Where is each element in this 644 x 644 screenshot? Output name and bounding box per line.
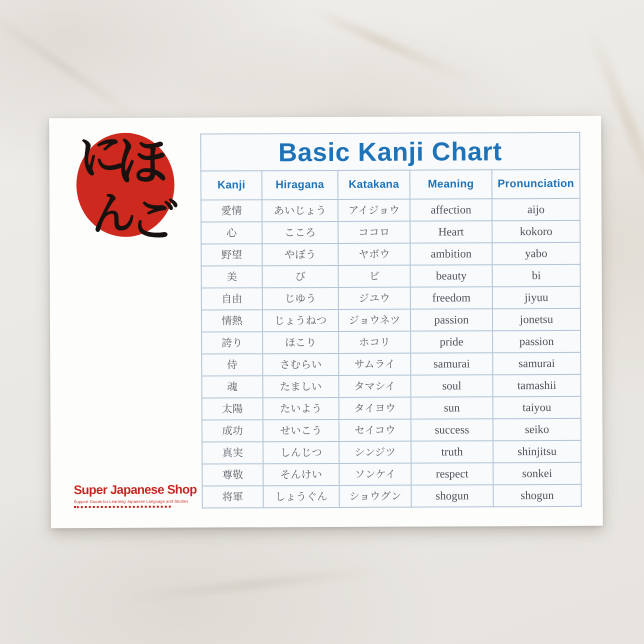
cell-kanji: 魂	[202, 376, 263, 398]
cell-katakana: ココロ	[338, 221, 410, 243]
table-row	[201, 220, 580, 244]
cell-pronunciation: jiyuu	[492, 286, 580, 308]
cell-hiragana: そんけい	[263, 463, 339, 485]
cell-pronunciation: samurai	[493, 352, 581, 374]
cell-hiragana: じゆう	[262, 287, 338, 309]
kanji-chart-postcard	[49, 116, 603, 528]
cell-pronunciation: aijo	[492, 198, 580, 220]
cell-katakana: ホコリ	[339, 331, 411, 353]
cell-pronunciation: yabo	[492, 242, 580, 264]
cell-meaning: shogun	[411, 485, 493, 507]
table-row	[202, 440, 581, 464]
cell-kanji: 誇り	[202, 332, 263, 354]
column-header-katakana: Katakana	[338, 170, 410, 199]
column-header-hiragana: Hiragana	[262, 170, 338, 199]
cell-kanji: 美	[201, 266, 262, 288]
cell-hiragana: せいこう	[263, 419, 339, 441]
cell-hiragana: さむらい	[263, 353, 339, 375]
cell-hiragana: こころ	[262, 221, 338, 243]
table-row	[202, 374, 581, 398]
brand-name: Super Japanese Shop	[73, 482, 197, 498]
cell-hiragana: たましい	[263, 375, 339, 397]
cell-katakana: アイジョウ	[338, 199, 410, 221]
cell-katakana: セイコウ	[339, 419, 411, 441]
column-header-meaning: Meaning	[410, 170, 492, 199]
cell-meaning: affection	[410, 199, 492, 221]
cell-meaning: Heart	[410, 221, 492, 243]
cell-katakana: ジユウ	[338, 287, 410, 309]
table-row	[202, 330, 581, 354]
cell-pronunciation: tamashii	[493, 374, 581, 396]
title-row	[201, 132, 580, 171]
cell-pronunciation: shinjitsu	[493, 440, 581, 462]
table-row	[202, 484, 581, 508]
cell-meaning: passion	[410, 309, 492, 331]
cell-pronunciation: shogun	[493, 484, 581, 506]
cell-kanji: 情熱	[201, 310, 262, 332]
marble-vein	[0, 3, 144, 124]
cell-katakana: ビ	[338, 265, 410, 287]
cell-meaning: respect	[411, 463, 493, 485]
cell-hiragana: しょうぐん	[263, 485, 339, 507]
cell-meaning: beauty	[410, 265, 492, 287]
logo-char-ni: に	[74, 125, 129, 188]
cell-meaning: success	[411, 419, 493, 441]
logo-char-n: ん	[88, 185, 138, 242]
cell-katakana: ショウグン	[339, 485, 411, 507]
cell-katakana: ジョウネツ	[338, 309, 410, 331]
brand-tagline: Support Goods for Learning Japanese Language and Studies	[73, 498, 189, 504]
cell-meaning: ambition	[410, 243, 492, 265]
logo-char-go: ご	[127, 190, 181, 251]
kanji-chart-table	[200, 132, 582, 509]
cell-hiragana: やぼう	[262, 243, 338, 265]
cell-katakana: シンジツ	[339, 441, 411, 463]
logo-char-ho: ほ	[115, 132, 170, 194]
cell-pronunciation: taiyou	[493, 396, 581, 418]
header-row	[201, 169, 580, 200]
table-row	[201, 242, 580, 266]
cell-katakana: サムライ	[339, 353, 411, 375]
cell-meaning: pride	[411, 331, 493, 353]
cell-katakana: ソンケイ	[339, 463, 411, 485]
cell-kanji: 侍	[202, 354, 263, 376]
cell-kanji: 自由	[201, 288, 262, 310]
table-row	[201, 286, 580, 310]
cell-meaning: truth	[411, 441, 493, 463]
cell-kanji: 野望	[201, 244, 262, 266]
cell-pronunciation: bi	[492, 264, 580, 286]
chart-title: Basic Kanji Chart	[201, 132, 580, 171]
column-header-pronunciation: Pronunciation	[492, 169, 580, 198]
cell-hiragana: あいじょう	[262, 199, 338, 221]
table-body	[201, 132, 582, 508]
cell-kanji: 成功	[202, 420, 263, 442]
column-header-kanji: Kanji	[201, 171, 262, 200]
cell-kanji: 尊敬	[202, 464, 263, 486]
cell-pronunciation: sonkei	[493, 462, 581, 484]
cell-kanji: 心	[201, 222, 262, 244]
cell-kanji: 将軍	[202, 486, 263, 508]
cell-pronunciation: kokoro	[492, 220, 580, 242]
cell-meaning: sun	[411, 397, 493, 419]
cell-hiragana: び	[262, 265, 338, 287]
cell-meaning: samurai	[411, 353, 493, 375]
cell-kanji: 愛情	[201, 200, 262, 222]
brand-divider	[74, 505, 171, 507]
cell-pronunciation: jonetsu	[492, 308, 580, 330]
cell-meaning: soul	[411, 375, 493, 397]
cell-kanji: 真実	[202, 442, 263, 464]
cell-hiragana: ほこり	[263, 331, 339, 353]
table-row	[202, 396, 581, 420]
cell-hiragana: しんじつ	[263, 441, 339, 463]
cell-hiragana: じょうねつ	[262, 309, 338, 331]
table-row	[202, 462, 581, 486]
cell-katakana: ヤボウ	[338, 243, 410, 265]
marble-vein	[306, 4, 475, 86]
cell-pronunciation: passion	[493, 330, 581, 352]
table-row	[201, 198, 580, 222]
table-row	[202, 352, 581, 376]
table-row	[202, 418, 581, 442]
cell-hiragana: たいよう	[263, 397, 339, 419]
table-row	[201, 308, 580, 332]
cell-meaning: freedom	[410, 287, 492, 309]
marble-vein	[120, 566, 380, 603]
brand-block	[74, 483, 224, 507]
cell-pronunciation: seiko	[493, 418, 581, 440]
table-row	[201, 264, 580, 288]
cell-katakana: タマシイ	[339, 375, 411, 397]
cell-kanji: 太陽	[202, 398, 263, 420]
cell-katakana: タイヨウ	[339, 397, 411, 419]
